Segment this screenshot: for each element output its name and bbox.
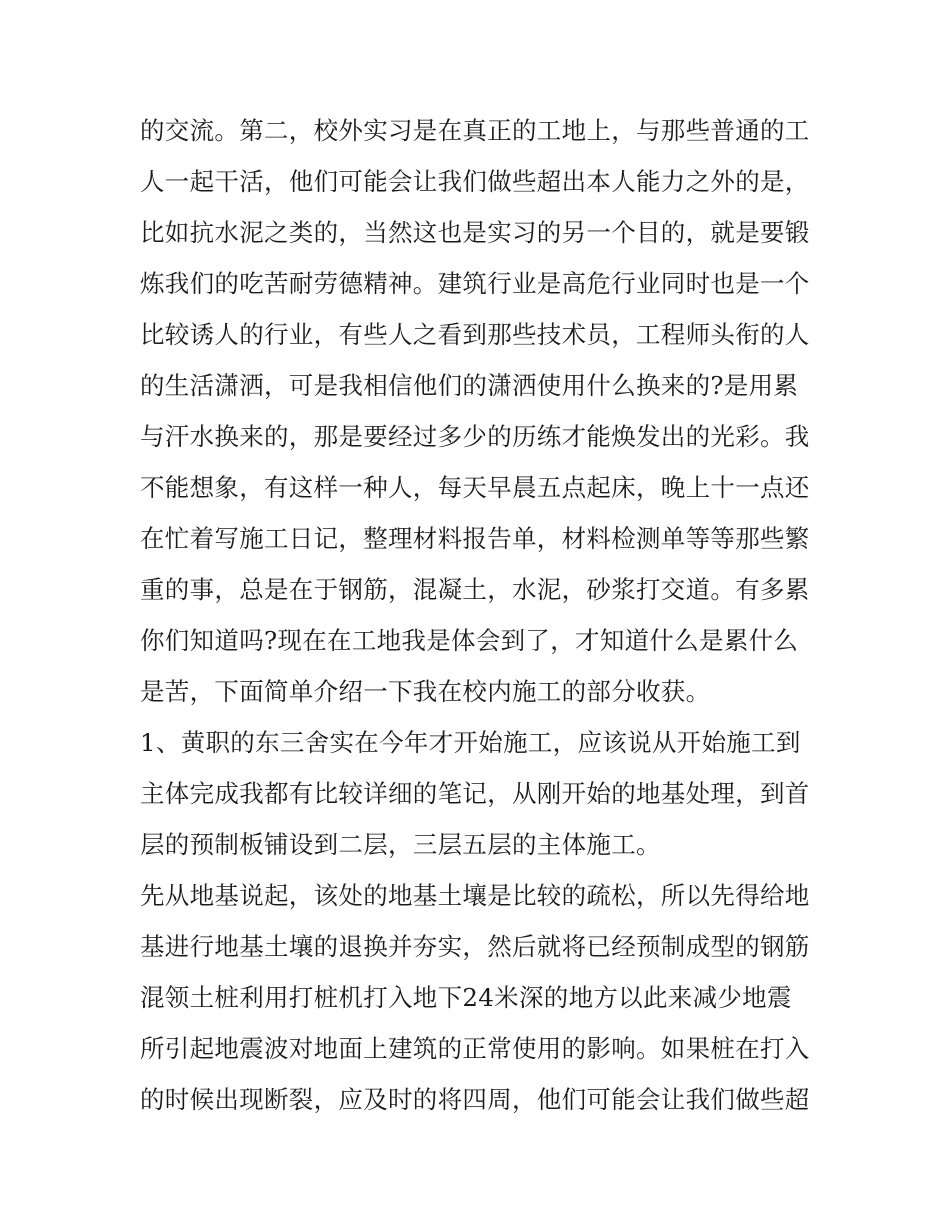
text-line: 你们知道吗?现在在工地我是体会到了，才知道什么是累什么 — [140, 626, 799, 655]
text-line: 比较诱人的行业，有些人之看到那些技术员，工程师头衔的人 — [140, 320, 810, 349]
text-line: 所引起地震波对地面上建筑的正常使用的影响。如果桩在打入 — [140, 1034, 810, 1063]
body-text — [140, 105, 820, 1125]
text-line: 与汗水换来的，那是要经过多少的历练才能焕发出的光彩。我 — [140, 422, 810, 451]
text-line: 比如抗水泥之类的，当然这也是实习的另一个目的，就是要锻 — [140, 218, 810, 247]
list-item-line: 1、黄职的东三舍实在今年才开始施工，应该说从开始施工到 — [140, 728, 801, 757]
text-line: 重的事，总是在于钢筋，混凝土，水泥，砂浆打交道。有多累 — [140, 575, 810, 604]
text-line: 的生活潇洒，可是我相信他们的潇洒使用什么换来的?是用累 — [140, 371, 799, 400]
text-line: 层的预制板铺设到二层，三层五层的主体施工。 — [140, 830, 661, 859]
text-line: 的交流。第二，校外实习是在真正的工地上，与那些普通的工 — [140, 116, 810, 145]
text-line: 人一起干活，他们可能会让我们做些超出本人能力之外的是， — [140, 167, 810, 196]
text-line: 混领土桩利用打桩机打入地下24米深的地方以此来减少地震 — [140, 983, 792, 1012]
text-line: 基进行地基土壤的退换并夯实，然后就将已经预制成型的钢筋 — [140, 932, 810, 961]
text-line: 不能想象，有这样一种人，每天早晨五点起床，晚上十一点还 — [140, 473, 810, 502]
text-line: 在忙着写施工日记，整理材料报告单，材料检测单等等那些繁 — [140, 524, 810, 553]
text-line: 炼我们的吃苦耐劳德精神。建筑行业是高危行业同时也是一个 — [140, 269, 810, 298]
paragraph-start-line: 先从地基说起，该处的地基土壤是比较的疏松，所以先得给地 — [140, 881, 810, 910]
text-line: 主体完成我都有比较详细的笔记，从刚开始的地基处理，到首 — [140, 779, 810, 808]
text-line: 的时候出现断裂，应及时的将四周，他们可能会让我们做些超 — [140, 1085, 810, 1114]
text-line: 是苦，下面简单介绍一下我在校内施工的部分收获。 — [140, 677, 711, 706]
